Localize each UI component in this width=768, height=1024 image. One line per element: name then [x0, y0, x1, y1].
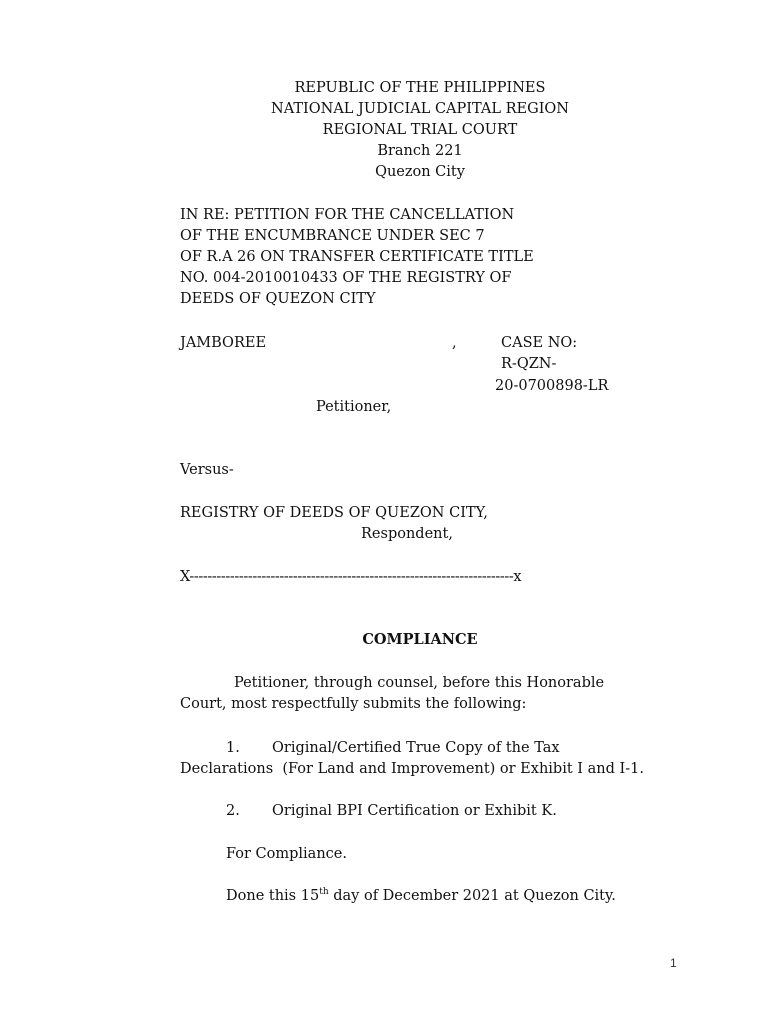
page-number: 1 [670, 956, 677, 970]
respondent-label: Respondent, [361, 526, 453, 542]
petitioner-name: JAMBOREE [180, 335, 267, 351]
case-number-label: CASE NO: [501, 335, 578, 351]
case-title-line: OF R.A 26 ON TRANSFER CERTIFICATE TITLE [180, 249, 534, 265]
done-ordinal-suffix: th [319, 887, 329, 898]
case-number-line1: R-QZN- [501, 356, 557, 372]
court-header-branch: Branch 221 [377, 143, 463, 159]
court-header-court: REGIONAL TRIAL COURT [322, 122, 518, 138]
case-number-line2: 20-0700898-LR [495, 378, 609, 394]
item-2-number: 2. [226, 803, 240, 819]
court-header-region: NATIONAL JUDICIAL CAPITAL REGION [271, 101, 569, 117]
item-1-number: 1. [226, 740, 240, 756]
case-title-line: IN RE: PETITION FOR THE CANCELLATION [180, 207, 515, 223]
court-header-republic: REPUBLIC OF THE PHILIPPINES [294, 80, 546, 96]
versus-label: Versus- [180, 462, 234, 478]
for-compliance: For Compliance. [226, 846, 347, 862]
petitioner-label: Petitioner, [316, 399, 392, 415]
done-prefix: Done this 15 [226, 888, 320, 904]
case-title-line: NO. 004-2010010433 OF THE REGISTRY OF [180, 270, 512, 286]
intro-line-2: Court, most respectfully submits the following: [180, 696, 527, 712]
court-header-city: Quezon City [375, 164, 465, 180]
item-2-line-1: Original BPI Certification or Exhibit K. [272, 803, 557, 819]
case-title-line: DEEDS OF QUEZON CITY [180, 291, 376, 307]
caption-comma: , [452, 335, 457, 351]
document-title: COMPLIANCE [362, 631, 478, 648]
respondent-name: REGISTRY OF DEEDS OF QUEZON CITY, [180, 505, 488, 521]
caption-separator: X------------------------------------------------------------------------x [180, 569, 522, 585]
item-1-line-2: Declarations (For Land and Improvement) or Exhibit I and I-1. [180, 761, 644, 777]
done-rest: day of December 2021 at Quezon City. [328, 888, 616, 904]
done-statement [226, 886, 616, 907]
item-1-line-1: Original/Certified True Copy of the Tax [272, 740, 560, 756]
intro-line-1: Petitioner, through counsel, before this Honorable [234, 675, 605, 691]
case-title-line: OF THE ENCUMBRANCE UNDER SEC 7 [180, 228, 485, 244]
